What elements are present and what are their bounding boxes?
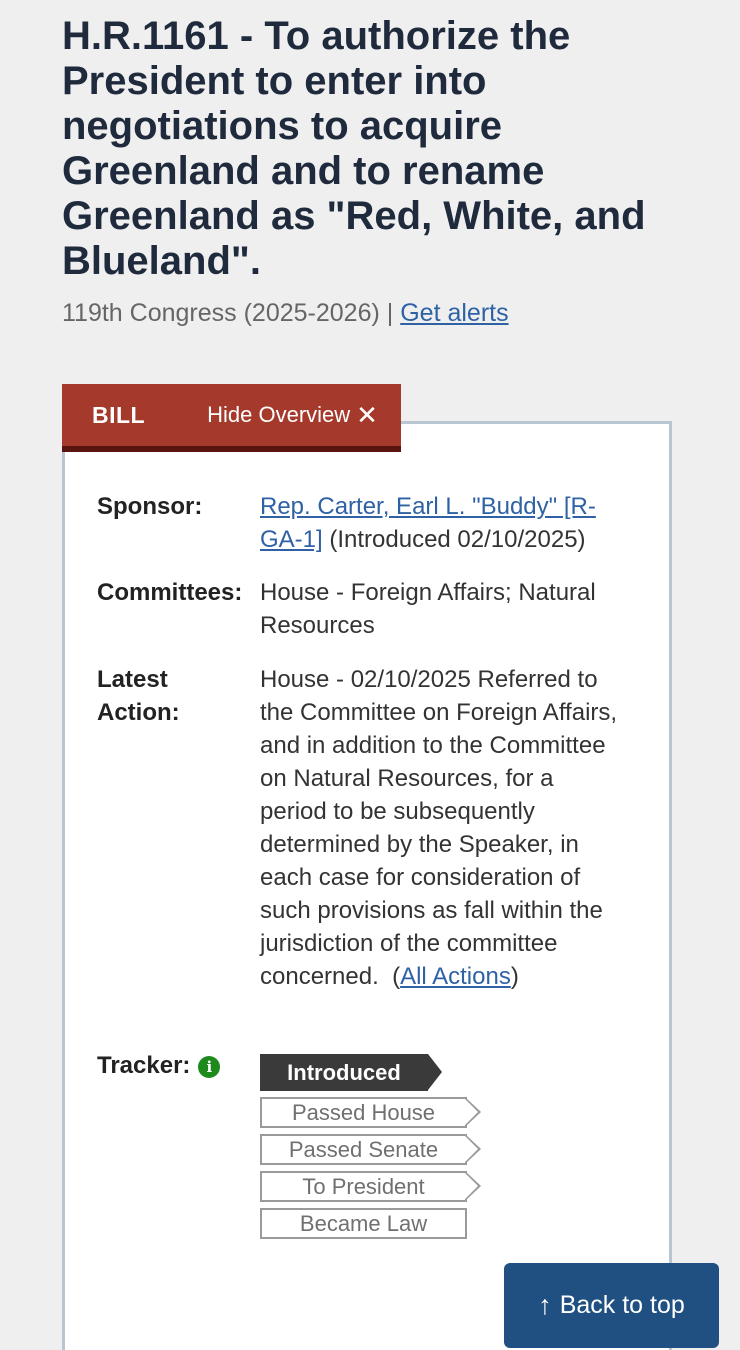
back-to-top-label: Back to top	[559, 1291, 685, 1319]
congress-session: 119th Congress (2025-2026)	[62, 299, 380, 327]
tracker-step-introduced: Introduced	[260, 1054, 428, 1091]
congress-line	[62, 296, 509, 330]
all-actions-close: )	[510, 963, 519, 990]
page-title: H.R.1161 - To authorize the President to enter into negotiations to acquire Greenland and to rename Greenland as "Red, White, and Blueland".	[62, 14, 646, 283]
sponsor-link[interactable]: Rep. Carter, Earl L. "Buddy" [R-GA-1]	[260, 493, 596, 553]
all-actions-open: (	[392, 963, 401, 990]
sponsor-introduced: (Introduced 02/10/2025)	[329, 526, 586, 553]
all-actions-link[interactable]: All Actions	[400, 963, 511, 990]
tracker-step-became-law: Became Law	[260, 1208, 467, 1239]
sponsor-label: Sponsor:	[97, 493, 203, 520]
close-icon: ✕	[356, 399, 378, 430]
tracker-label: Tracker:	[97, 1052, 191, 1079]
committees-value: House - Foreign Affairs; Natural Resources	[260, 579, 596, 639]
overview-tab-bar	[62, 384, 401, 452]
latest-action-text: House - 02/10/2025 Referred to the Committee on Foreign Affairs, and in addition to the Committee on Natural Resources, for a period to be subsequently determined by the Speaker, in each case for consideration of such provisions as fall within the jurisdiction of the committee concerned.	[260, 666, 618, 990]
separator: |	[386, 299, 394, 327]
tracker-step-passed-senate: Passed Senate	[260, 1134, 467, 1165]
latest-action-value	[260, 663, 625, 993]
hide-overview-label: Hide Overview	[207, 402, 351, 427]
tracker-row	[97, 1049, 220, 1082]
tracker-step-to-president: To President	[260, 1171, 467, 1202]
latest-action-label: Latest Action:	[97, 666, 180, 726]
bill-tracker	[260, 1054, 467, 1245]
tab-bill[interactable]: BILL	[92, 401, 146, 428]
tracker-step-passed-house: Passed House	[260, 1097, 467, 1128]
arrow-up-icon: ↑	[538, 1290, 552, 1320]
info-icon[interactable]: i	[198, 1056, 220, 1078]
committees-label: Committees:	[97, 579, 243, 606]
get-alerts-link[interactable]: Get alerts	[400, 299, 509, 327]
hide-overview-button[interactable]	[207, 400, 378, 431]
back-to-top-button[interactable]	[504, 1263, 719, 1348]
sponsor-value	[260, 490, 625, 556]
